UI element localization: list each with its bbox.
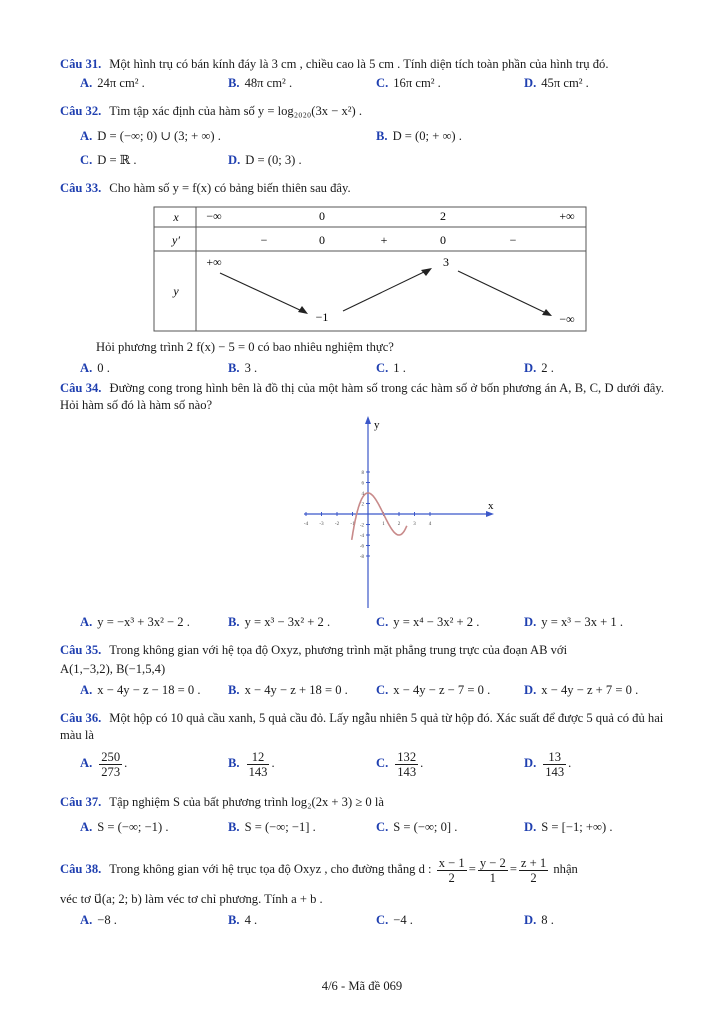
answer-c[interactable]: C. x − 4y − z − 7 = 0 .	[376, 683, 491, 697]
x-tick-label: -2	[334, 522, 340, 527]
y-value: +∞	[206, 255, 222, 269]
derivative-sign: −	[260, 233, 268, 247]
answer-c[interactable]: C. S = (−∞; 0] .	[376, 820, 458, 834]
question-38-line2: véc tơ u⃗(a; 2; b) làm véc tơ chỉ phương. Tính a + b .	[60, 892, 323, 906]
answer-a[interactable]: A. D = (−∞; 0) ∪ (3; + ∞) .	[80, 129, 221, 143]
question-31	[60, 56, 664, 73]
arrow-decreasing	[220, 273, 308, 314]
fraction: $\frac{z + 1}{2}$	[520, 855, 547, 885]
question-text: Trong không gian với hệ trục tọa độ Oxyz , cho đường thẳng d :	[109, 862, 432, 876]
fraction: $\frac{132}{143}$	[397, 749, 417, 779]
question-35-points: A(1,−3,2), B(−1,5,4)	[60, 662, 166, 676]
derivative-sign: +	[380, 233, 388, 247]
answer-d[interactable]: D. x − 4y − z + 7 = 0 .	[524, 683, 639, 697]
y-tick-label: 6	[361, 481, 364, 487]
page-footer: 4/6 - Mã đề 069	[321, 979, 403, 993]
question-label: Câu 37.	[60, 795, 102, 809]
y-tick-label: 2	[361, 502, 364, 508]
y-tick-label: -4	[359, 534, 364, 539]
answer-a[interactable]: A. S = (−∞; −1) .	[80, 820, 169, 834]
y-tick-label: -6	[359, 544, 364, 550]
answers-32-row2	[60, 150, 664, 170]
answer-d[interactable]: D. D = (0; 3) .	[228, 153, 302, 167]
answer-d[interactable]: D. $\frac{13}{143}$ .	[524, 749, 572, 779]
row-label-x: x	[173, 210, 179, 224]
answer-b[interactable]: B. 3 .	[228, 361, 258, 375]
question-label: Câu 34.	[60, 381, 102, 395]
answer-b[interactable]: B. D = (0; + ∞) .	[376, 129, 462, 143]
y-value: −∞	[559, 312, 575, 326]
question-label: Câu 38.	[60, 862, 102, 876]
variation-table	[60, 203, 664, 335]
row-label-yprime: y′	[172, 233, 180, 247]
question-label: Câu 33.	[60, 181, 102, 195]
question-text: Một hộp có 10 quả cầu xanh, 5 quả cầu đỏ. Lấy ngẫu nhiên 5 quả từ hộp đó. Xác suất để được 5 quả có đủ hai màu là	[60, 711, 664, 742]
answer-d[interactable]: D. S = [−1; +∞) .	[524, 820, 613, 834]
answers-36	[60, 744, 664, 782]
answer-a[interactable]: A. y = −x³ + 3x² − 2 .	[80, 615, 190, 629]
function-curve	[352, 493, 407, 540]
question-text: Một hình trụ có bán kính đáy là 3 cm , chiều cao là 5 cm . Tính diện tích toàn phần của hình trụ đó.	[109, 57, 609, 71]
row-label-y: y	[173, 284, 179, 298]
x-tick-label: 4	[428, 522, 432, 527]
answer-c[interactable]: C. −4 .	[376, 913, 413, 927]
x-tick-label: -1	[350, 522, 355, 527]
x-axis-label: x	[488, 500, 494, 512]
x-value: 2	[440, 209, 446, 223]
x-value: 0	[319, 209, 325, 223]
question-text: Tập nghiệm S của bất phương trình log₂(2x + 3) ≥ 0 là	[109, 795, 384, 809]
x-value: +∞	[559, 209, 575, 223]
answer-c[interactable]: C. D = ℝ .	[80, 153, 137, 167]
y-value: −1	[315, 310, 329, 324]
answer-b[interactable]: B. $\frac{12}{143}$ .	[228, 749, 275, 779]
answer-a[interactable]: A. 24π cm² .	[80, 76, 145, 90]
x-tick-label: -4	[303, 522, 309, 527]
fraction: $\frac{y - 2}{1}$	[479, 855, 506, 885]
answer-a[interactable]: A. −8 .	[80, 913, 117, 927]
answer-b[interactable]: B. y = x³ − 3x² + 2 .	[228, 615, 331, 629]
y-value: 3	[443, 255, 449, 269]
answers-35	[60, 680, 664, 700]
question-32	[60, 103, 664, 120]
fraction: $\frac{250}{273}$	[101, 749, 121, 779]
y-tick-label: -8	[359, 555, 364, 560]
answer-c[interactable]: C. $\frac{132}{143}$ .	[376, 749, 424, 779]
answer-a[interactable]: A. x − 4y − z − 18 = 0 .	[80, 683, 201, 697]
y-tick-label: 8	[361, 471, 364, 476]
answer-c[interactable]: C. y = x⁴ − 3x² + 2 .	[376, 615, 480, 629]
x-tick-label: 1	[382, 522, 385, 527]
question-36	[60, 710, 664, 744]
answer-b[interactable]: B. S = (−∞; −1] .	[228, 820, 316, 834]
y-tick-label: -2	[359, 523, 364, 529]
derivative-zero: 0	[319, 233, 325, 247]
question-label: Câu 32.	[60, 104, 102, 118]
answer-b[interactable]: B. 48π cm² .	[228, 76, 293, 90]
answer-c[interactable]: C. 16π cm² .	[376, 76, 441, 90]
question-33-followup: Hỏi phương trình 2 f(x) − 5 = 0 có bao nhiêu nghiệm thực?	[96, 340, 394, 354]
x-tick-label: 2	[397, 522, 401, 527]
fraction: $\frac{12}{143}$	[248, 749, 268, 779]
question-37	[60, 794, 664, 811]
question-label: Câu 31.	[60, 57, 102, 71]
answers-31	[60, 73, 664, 93]
answer-a[interactable]: A. $\frac{250}{273}$ .	[80, 749, 128, 779]
answer-a[interactable]: A. 0 .	[80, 361, 110, 375]
derivative-sign: −	[509, 233, 517, 247]
question-38: Câu 38. Trong không gian với hệ trục tọa độ Oxyz , cho đường thẳng d : $\frac{x - 1}{2}$ = $\frac{y - 2}{1}$ = $\frac{z + 1}{2}$ nhận	[60, 855, 578, 885]
answer-c[interactable]: C. 1 .	[376, 361, 406, 375]
answer-b[interactable]: B. 4 .	[228, 913, 258, 927]
answer-d[interactable]: D. 45π cm² .	[524, 76, 589, 90]
answers-37	[60, 817, 664, 837]
exam-page	[60, 56, 664, 930]
answers-34	[60, 612, 664, 632]
x-tick-label: 3	[413, 522, 416, 527]
y-axis-arrow	[365, 416, 371, 424]
answers-32-row1	[60, 126, 664, 146]
question-label: Câu 35.	[60, 643, 102, 657]
answer-b[interactable]: B. x − 4y − z + 18 = 0 .	[228, 683, 348, 697]
fraction: $\frac{13}{143}$	[545, 749, 565, 779]
question-text: Đường cong trong hình bên là đồ thị của một hàm số trong các hàm số ở bốn phương án A, B, C, D dưới đây. Hỏi hàm số đó là hàm số nào?	[60, 381, 664, 412]
arrow-decreasing	[458, 271, 552, 316]
question-text: Tìm tập xác định của hàm số y = log₂₀₂₀(3x − x²) .	[109, 104, 363, 118]
question-label: Câu 36.	[60, 711, 102, 725]
y-axis-label: y	[374, 419, 380, 431]
question-34	[60, 380, 664, 414]
question-text: Trong không gian với hệ tọa độ Oxyz, phương trình mặt phẳng trung trực của đoạn AB với	[109, 643, 568, 657]
derivative-zero: 0	[440, 233, 446, 247]
y-tick-label: 4	[361, 492, 364, 497]
function-graph	[60, 416, 664, 612]
answers-38	[60, 910, 664, 930]
answer-d[interactable]: D. 2 .	[524, 361, 554, 375]
answer-d[interactable]: D. y = x³ − 3x + 1 .	[524, 615, 624, 629]
x-tick-label: -3	[319, 522, 324, 527]
question-33	[60, 180, 664, 197]
answer-d[interactable]: D. 8 .	[524, 913, 554, 927]
question-text: Cho hàm số y = f(x) có bảng biến thiên sau đây.	[109, 181, 351, 195]
answers-33	[60, 358, 664, 378]
fraction: $\frac{x - 1}{2}$	[438, 855, 465, 885]
arrow-increasing	[343, 268, 432, 311]
x-value: −∞	[206, 209, 222, 223]
question-35	[60, 642, 664, 659]
